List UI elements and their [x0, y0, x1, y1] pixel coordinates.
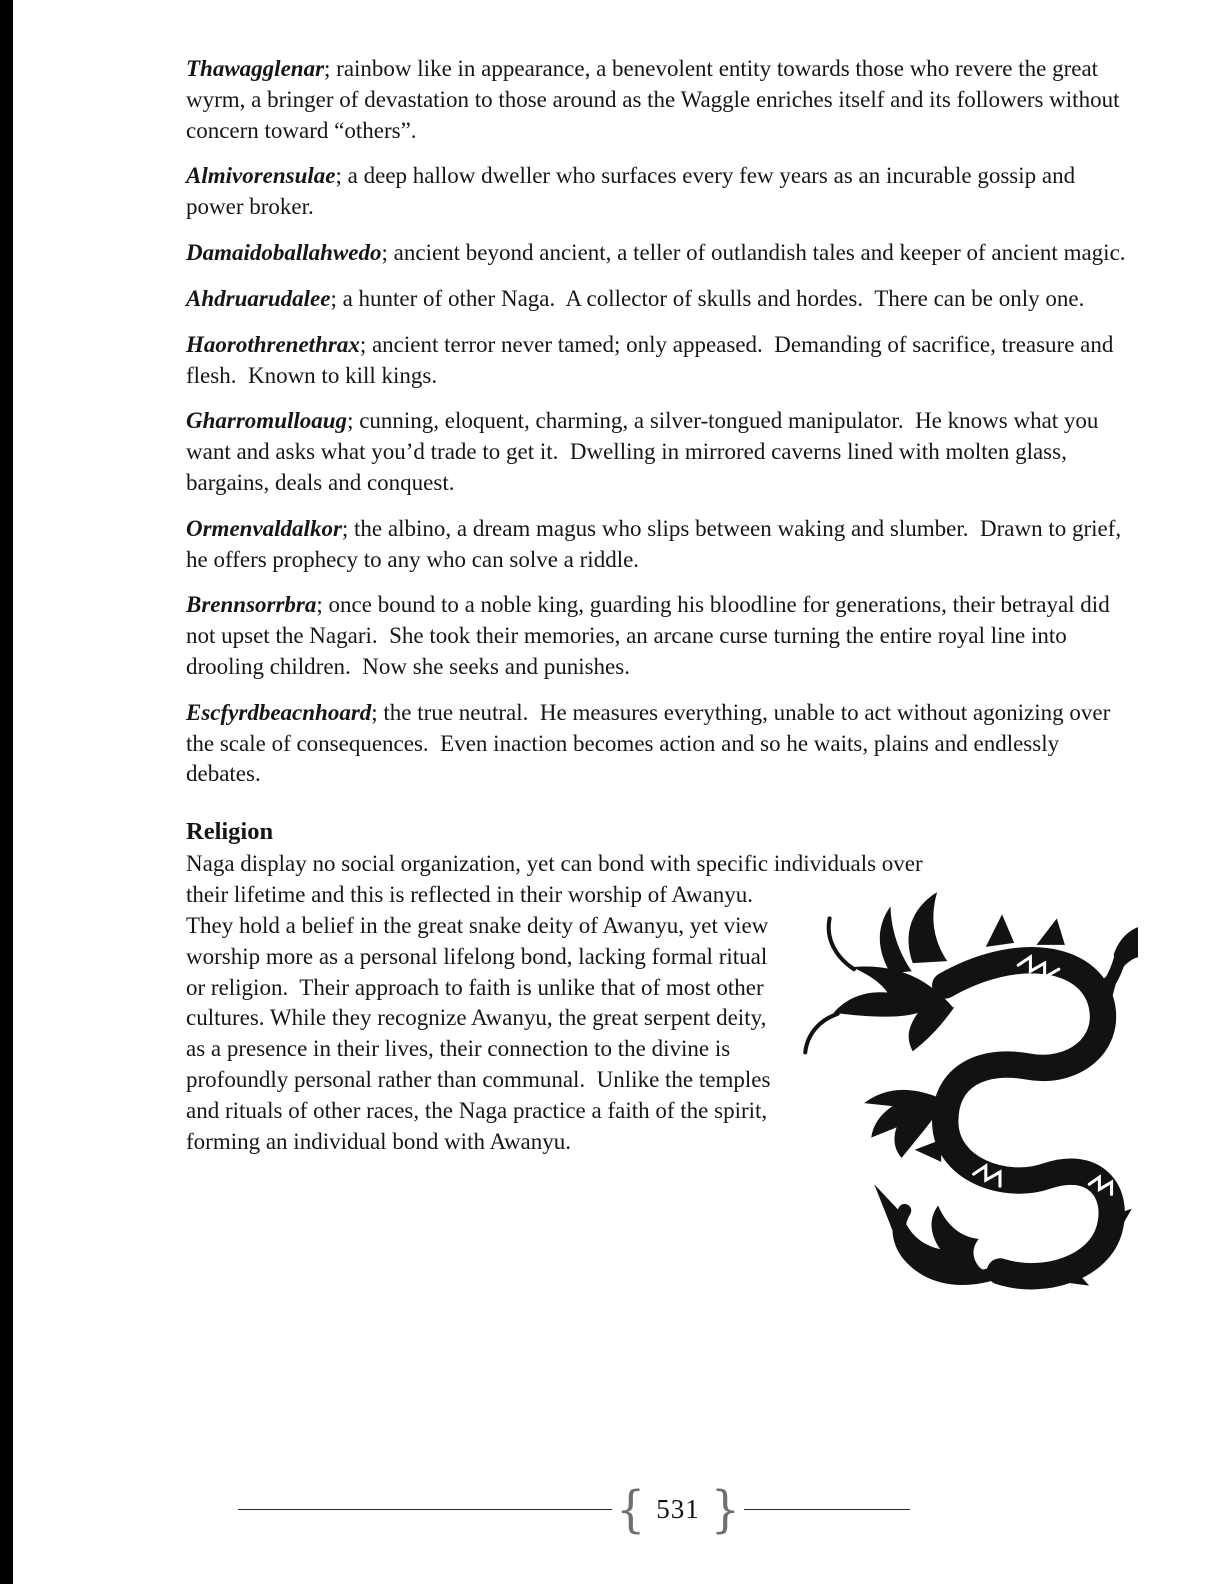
naga-entry: [186, 514, 1138, 576]
tribal-dragon-icon: [793, 884, 1138, 1310]
footer-rule-left: [238, 1509, 612, 1510]
naga-entry: [186, 284, 1138, 315]
religion-intro-line: Naga display no social organization, yet can bond with specific individuals over: [186, 851, 923, 877]
page-number: 531: [656, 1493, 700, 1524]
naga-entry: [186, 54, 1138, 146]
entry-name: Brennsorrbra: [186, 592, 317, 618]
religion-section: [186, 818, 1138, 1157]
entry-name: Ormenvaldalkor: [186, 515, 342, 541]
left-brace: {: [616, 1479, 646, 1539]
entry-text: ; once bound to a noble king, guarding his bloodline for generations, their betrayal did not upset the Nagari. She took their memories, an arcane curse turning the entire royal line into drooling children. Now she seeks and punishes.: [186, 592, 1116, 679]
entry-name: Haorothrenethrax: [186, 331, 360, 357]
entry-name: Almivorensulae: [186, 163, 336, 189]
naga-entry: [186, 590, 1138, 682]
naga-entry: [186, 238, 1138, 269]
naga-entry: [186, 161, 1138, 223]
naga-entry: [186, 698, 1138, 790]
religion-body-text: their lifetime and this is reflected in their worship of Awanyu. They hold a belief in the great snake deity of Awanyu, yet view worship more as a personal lifelong bond, lacking formal ritual or religion. Their approach to faith is unlike that of most other cultures. While they recognize Awanyu, the great serpent deity, as a presence in their lives, their connection to the divine is profoundly personal rather than communal. Unlike the temples and rituals of other races, the Naga practice a faith of the spirit, forming an individual bond with Awanyu.: [186, 882, 777, 1154]
entry-text: ; the albino, a dream magus who slips between waking and slumber. Drawn to grief, he offers prophecy to any who can solve a riddle.: [186, 515, 1127, 572]
tribal-dragon-illustration: [793, 884, 1138, 1310]
page-content: [186, 54, 1138, 1310]
entry-name: Damaidoballahwedo: [186, 240, 382, 266]
entry-text: ; ancient beyond ancient, a teller of outlandish tales and keeper of ancient magic.: [381, 240, 1126, 266]
right-brace: }: [710, 1479, 741, 1539]
page-footer: [238, 1479, 910, 1539]
entry-text: ; rainbow like in appearance, a benevolent entity towards those who revere the great wyrm, a bringer of devastation to those around as the Waggle enriches itself and its followers without concern toward “others”.: [186, 56, 1126, 143]
entry-text: ; cunning, eloquent, charming, a silver-tongued manipulator. He knows what you want and asks what you’d trade to get it. Dwelling in mirrored caverns lined with molten glass, bargains, deals and conquest.: [186, 408, 1105, 495]
entry-text: ; a hunter of other Naga. A collector of skulls and hordes. There can be only one.: [330, 285, 1085, 311]
naga-entry: [186, 330, 1138, 392]
footer-rule-right: [744, 1509, 910, 1510]
religion-body: [186, 880, 1138, 1157]
entry-name: Gharromulloaug: [186, 408, 348, 434]
naga-entry: [186, 406, 1138, 498]
entry-text: ; the true neutral. He measures everything, unable to act without agonizing over the scale of consequences. Even inaction becomes action and so he waits, plains and endlessly debates.: [186, 699, 1116, 787]
entry-text: ; ancient terror never tamed; only appeased. Demanding of sacrifice, treasure and flesh. Known to kill kings.: [186, 331, 1120, 388]
religion-heading: Religion: [186, 818, 274, 846]
entry-name: Thawagglenar: [186, 56, 325, 81]
entry-name: Ahdruarudalee: [186, 285, 331, 311]
entry-text: ; a deep hallow dweller who surfaces every few years as an incurable gossip and power broker.: [186, 163, 1081, 220]
page-edge-bar: [0, 0, 13, 1584]
entry-name: Escfyrdbeacnhoard: [186, 699, 372, 725]
